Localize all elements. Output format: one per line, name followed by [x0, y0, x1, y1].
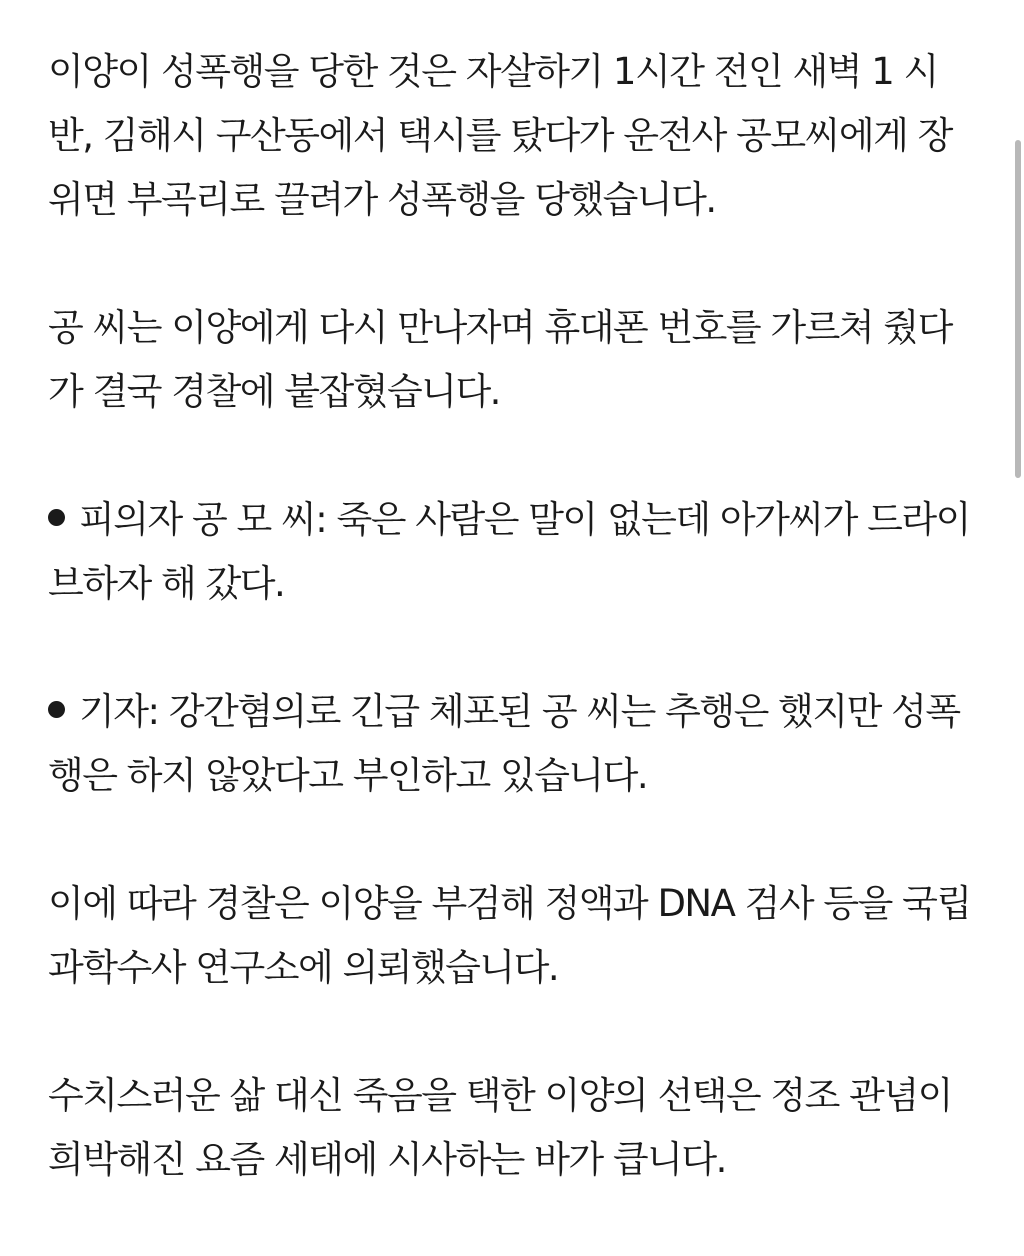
article-paragraph-6 [48, 1064, 978, 1192]
text-line: 수치스러운 삶 대신 죽음을 택한 이양의 선택은 정조 관념이 [48, 1074, 952, 1117]
article-paragraph-5 [48, 872, 978, 1000]
bullet-dot-icon [48, 701, 65, 718]
text-line: 이에 따라 경찰은 이양을 부검해 정액과 DNA 검사 등을 국립 [48, 882, 971, 925]
text-line: 브하자 해 갔다. [48, 562, 285, 605]
bullet-dot-icon [48, 509, 65, 526]
text-line-with-bullet [48, 488, 978, 552]
text-line: 반, 김해시 구산동에서 택시를 탔다가 운전사 공모씨에게 장 [48, 114, 952, 157]
article-paragraph-2 [48, 296, 978, 424]
article-paragraph-1 [48, 40, 978, 232]
text-line: 행은 하지 않았다고 부인하고 있습니다. [48, 754, 648, 797]
text-line-with-bullet [48, 680, 978, 744]
article-body [48, 40, 978, 1256]
text-line: 과학수사 연구소에 의뢰했습니다. [48, 946, 559, 989]
text-line: 가 결국 경찰에 붙잡혔습니다. [48, 370, 500, 413]
quote-text: 기자: 강간혐의로 긴급 체포된 공 씨는 추행은 했지만 성폭 [79, 690, 960, 733]
text-line: 공 씨는 이양에게 다시 만나자며 휴대폰 번호를 가르쳐 줬다 [48, 306, 952, 349]
vertical-scrollbar[interactable] [1015, 140, 1021, 478]
text-line: 이양이 성폭행을 당한 것은 자살하기 1시간 전인 새벽 1 시 [48, 50, 938, 93]
text-line: 위면 부곡리로 끌려가 성폭행을 당했습니다. [48, 178, 716, 221]
text-line: 희박해진 요즘 세태에 시사하는 바가 큽니다. [48, 1138, 726, 1181]
quote-paragraph-reporter [48, 680, 978, 808]
quote-text: 피의자 공 모 씨: 죽은 사람은 말이 없는데 아가씨가 드라이 [79, 498, 970, 541]
quote-paragraph-suspect [48, 488, 978, 616]
